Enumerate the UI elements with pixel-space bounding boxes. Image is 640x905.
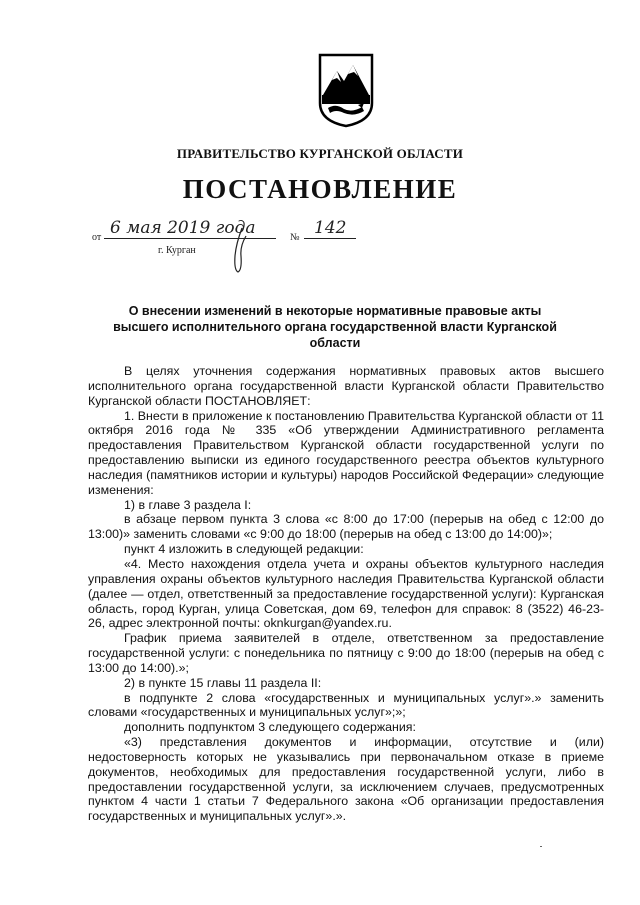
coat-of-arms-icon [318, 53, 374, 128]
number-value: 142 [314, 218, 347, 238]
paragraph: 2) в пункте 15 главы 11 раздела II: [124, 675, 322, 690]
paragraph: в абзаце первом пункта 3 слова «с 8:00 до 17:00 (перерыв на обед с 12:00 до 13:00)» заменить словами «с 9:00 до 18:00 (перерыв на обед с 13:00 до 14:00)»; [88, 512, 604, 542]
paragraph: График приема заявителей в отделе, ответственном за предоставление государственной услуги: с понедельника по пятницу с 9:00 до 18:00 (перерыв на обед с 13:00 до 14:00).»; [88, 631, 604, 675]
scan-speck [540, 846, 542, 847]
paragraph: в подпункте 2 слова «государственных и муниципальных услуг».» заменить словами «государственных и муниципальных услуг»;»; [88, 690, 604, 720]
paragraph: «4. Место нахождения отдела учета и охраны объектов культурного наследия управления охраны объектов культурного наследия Правительства Курганской области (далее — отдел, ответственный за предоставление государственной услуги): Курганская область, город Курган, улица Советская, дом 69, телефон для справок: 8 (3522) 46-23-26, адрес электронной почты: oknkurgan@yandex.ru. [88, 556, 604, 631]
number-prefix: № [290, 232, 300, 243]
date-underline [104, 238, 276, 239]
paragraph: пункт 4 изложить в следующей редакции: [124, 542, 364, 557]
document-type-title: ПОСТАНОВЛЕНИЕ [182, 174, 458, 204]
document-heading: О внесении изменений в некоторые нормативные правовые акты высшего исполнительного органа государственной власти Курганской области [113, 304, 557, 350]
number-underline [304, 238, 356, 239]
paragraph: 1. Внести в приложение к постановлению Правительства Курганской области от 11 октября 2016 года № 335 «Об утверждении Административного регламента предоставления Правительством Курганской области государственной услуги по предоставлению выписки из единого государственного реестра объектов культурного наследия (памятников истории и культуры) народов Российской Федерации» следующие изменения: [88, 408, 604, 497]
paragraph: В целях уточнения содержания нормативных правовых актов высшего исполнительного органа государственной власти Курганской области Правительство Курганской области ПОСТАНОВЛЯЕТ: [88, 364, 604, 408]
date-prefix: от [92, 232, 102, 243]
paragraph: 1) в главе 3 раздела I: [124, 497, 252, 512]
document-body [88, 364, 604, 824]
city-label: г. Курган [158, 245, 196, 256]
paragraph: дополнить подпунктом 3 следующего содержания: [124, 720, 416, 735]
paragraph: «3) представления документов и информации, отсутствие и (или) недостоверность которых не указывались при первоначальном отказе в приеме документов, необходимых для предоставления государственной услуги, либо в предоставлении государственной услуги, за исключением случаев, предусмотренных пунктом 4 части 1 статьи 7 Федерального закона «Об организации предоставления государственных и муниципальных услуг».». [88, 735, 604, 824]
date-value: 6 мая 2019 года [110, 218, 256, 238]
signature-mark [228, 226, 250, 274]
government-name: ПРАВИТЕЛЬСТВО КУРГАНСКОЙ ОБЛАСТИ [176, 146, 464, 161]
